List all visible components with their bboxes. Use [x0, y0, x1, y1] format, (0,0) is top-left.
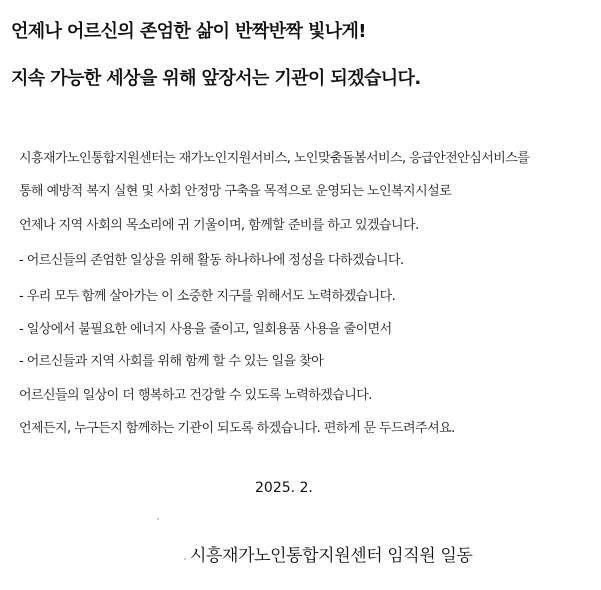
body-line-pledge-dignity: - 어르신들의 존엄한 일상을 위해 활동 하나하나에 정성을 다하겠습니다. — [19, 253, 404, 268]
scan-speck — [184, 558, 186, 560]
body-line-listening: 언제나 지역 사회의 목소리에 귀 기울이며, 함께할 준비를 하고 있겠습니다. — [19, 218, 419, 233]
headline-commitment: 지속 가능한 세상을 위해 앞장서는 기관이 되겠습니다. — [11, 68, 421, 89]
body-line-pledge-earth: - 우리 모두 함께 살아가는 이 소중한 지구를 위해서도 노력하겠습니다. — [19, 289, 396, 304]
body-line-intro: 시흥재가노인통합지원센터는 재가노인지원서비스, 노인맞춤돌봄서비스, 응급안전안심서비스를 — [19, 151, 530, 166]
document-date: 2025. 2. — [255, 480, 313, 496]
body-line-pledge-energy: - 일상에서 불필요한 에너지 사용을 줄이고, 일회용품 사용을 줄이면서 — [19, 322, 392, 337]
body-line-invitation: 언제든지, 누구든지 함께하는 기관이 되도록 하겠습니다. 편하게 문 두드려주셔요. — [19, 421, 455, 436]
body-line-purpose: 통해 예방적 복지 실현 및 사회 안정망 구축을 목적으로 운영되는 노인복지시설로 — [19, 184, 452, 199]
scan-speck — [157, 518, 159, 520]
body-line-wellbeing: 어르신들의 일상이 더 행복하고 건강할 수 있도록 노력하겠습니다. — [19, 388, 372, 403]
signature-line: 시흥재가노인통합지원센터 임직원 일동 — [190, 546, 473, 566]
headline-slogan: 언제나 어르신의 존엄한 삶이 반짝반짝 빛나게! — [11, 21, 366, 42]
body-line-pledge-community: - 어르신들과 지역 사회를 위해 함께 할 수 있는 일을 찾아 — [19, 354, 324, 369]
